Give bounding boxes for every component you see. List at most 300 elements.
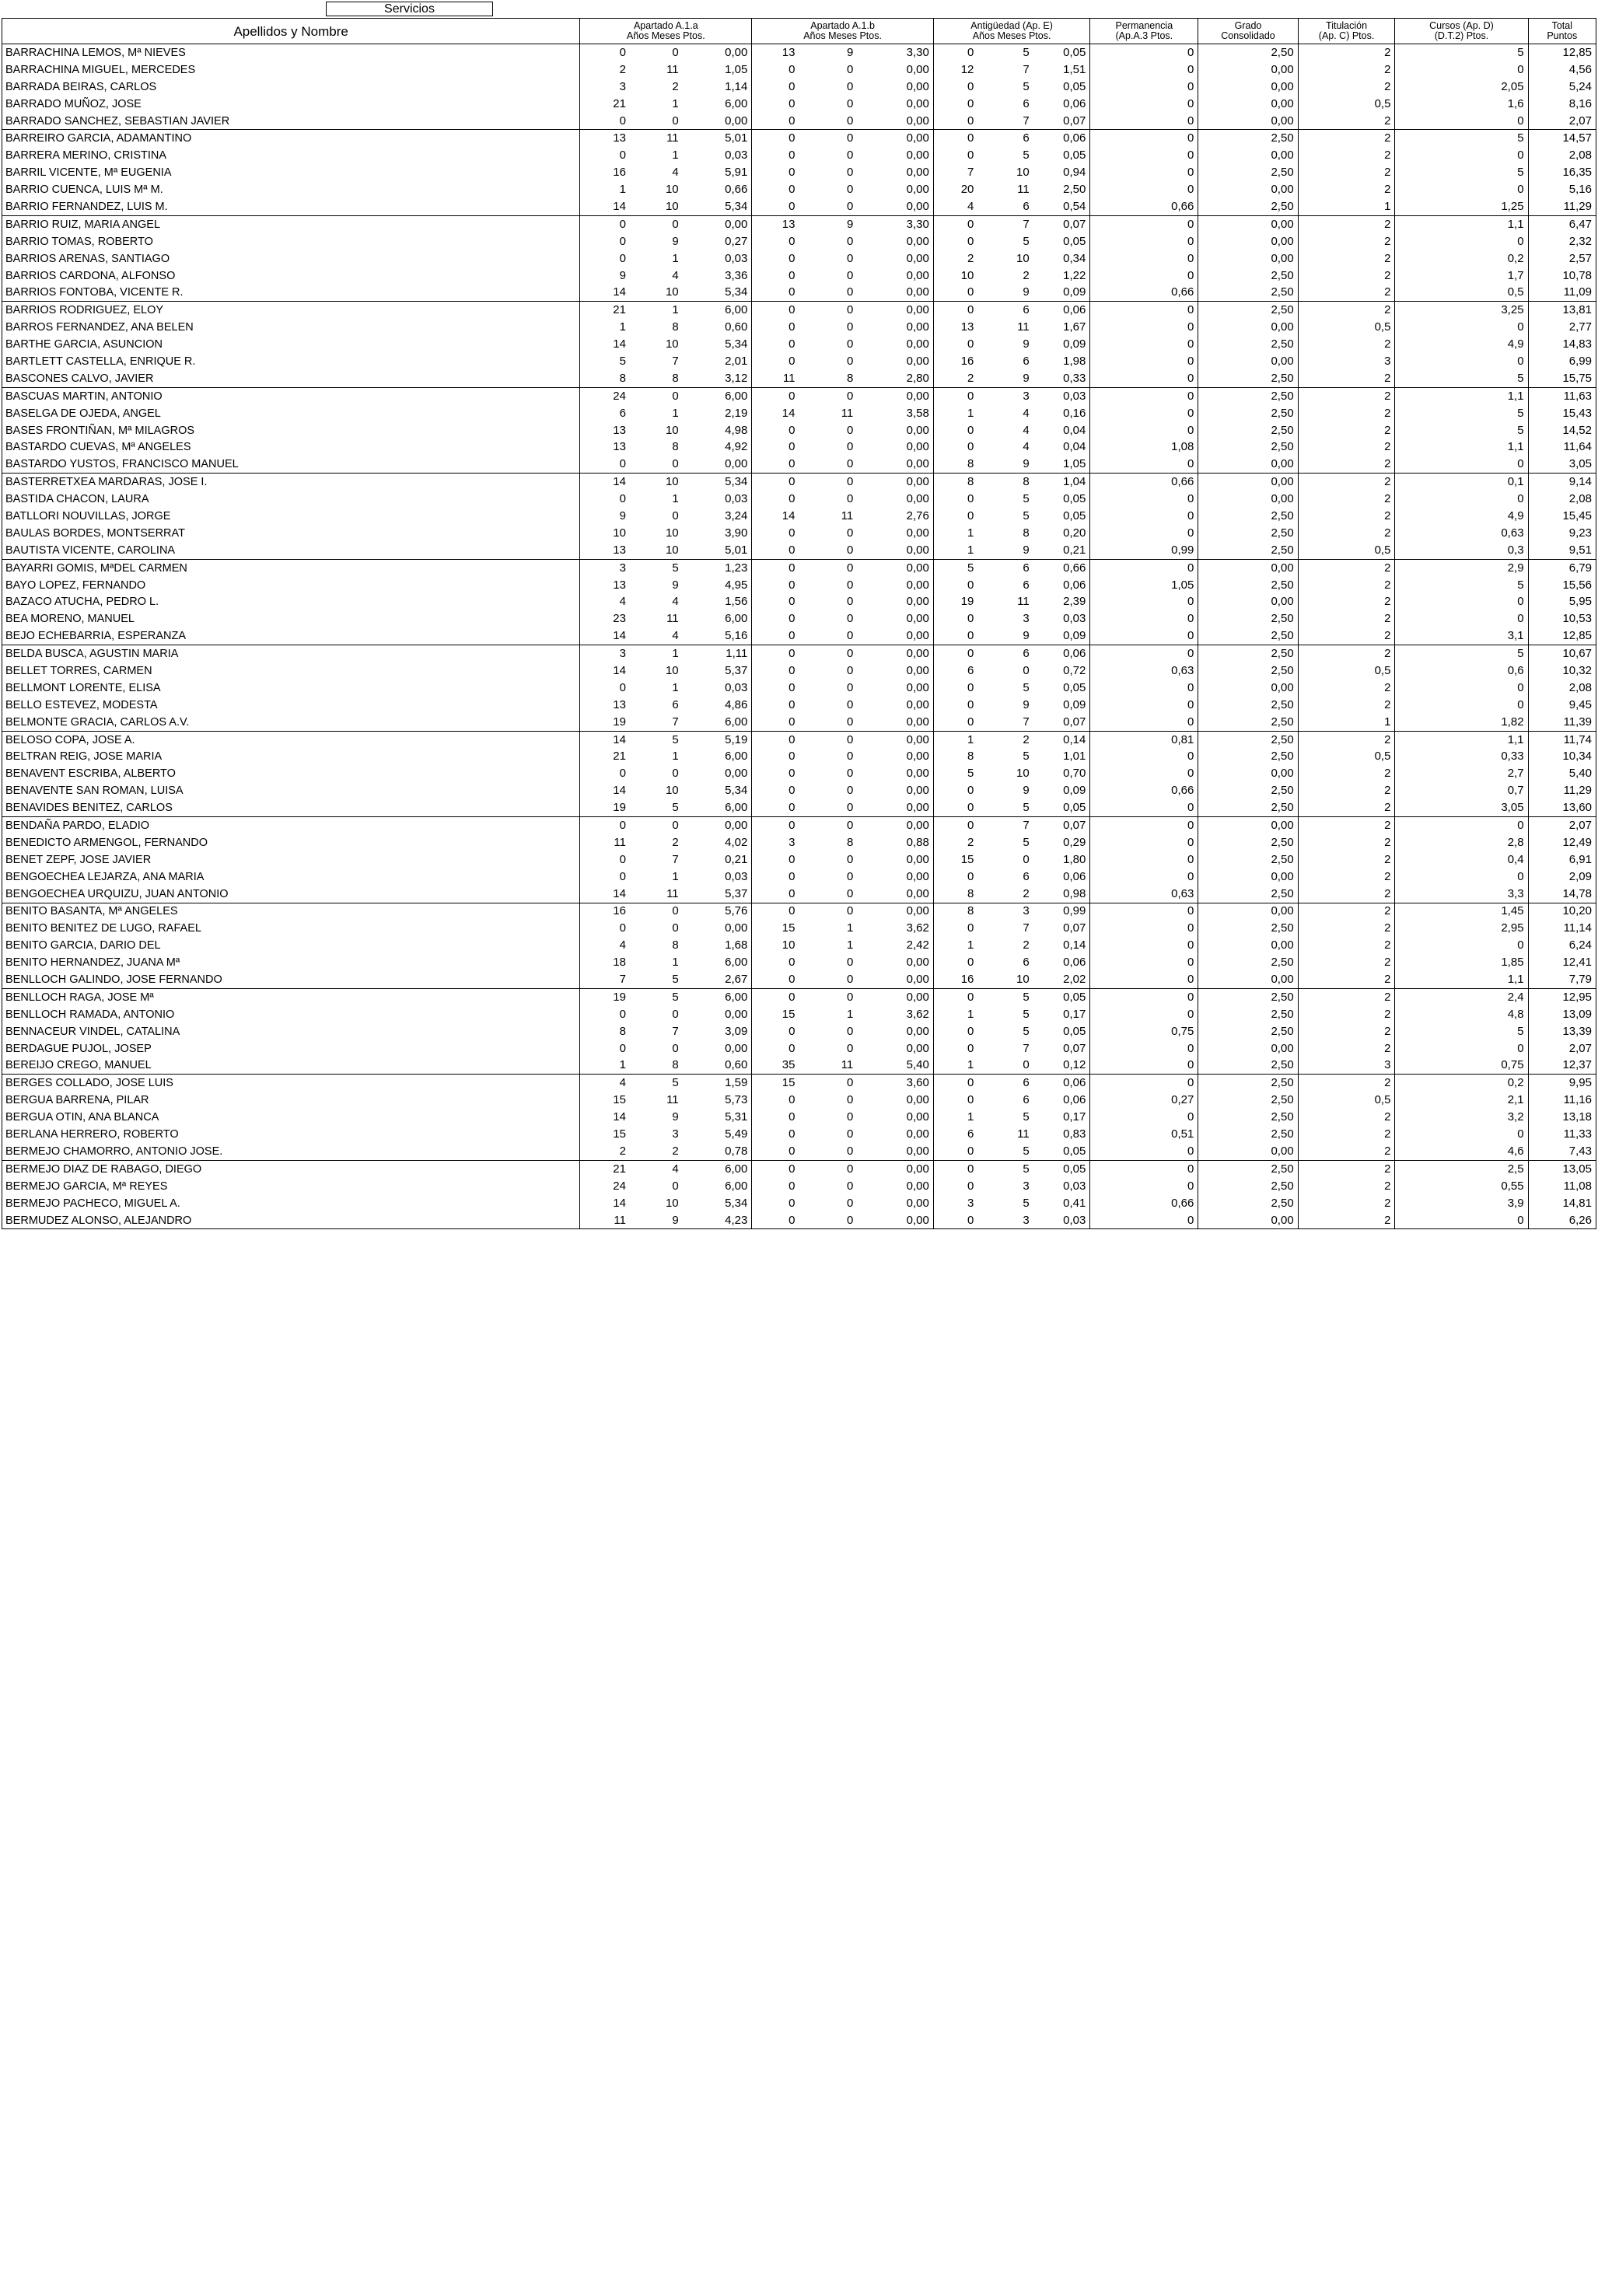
table-row — [2, 817, 1596, 834]
cell-ant-months: 0 — [1023, 852, 1030, 866]
cell-ant-years: 0 — [933, 920, 977, 937]
table-header — [2, 19, 1596, 44]
cell-total: 2,08 — [1528, 491, 1596, 508]
cell-a1b-points: 0,00 — [857, 474, 933, 491]
cell-a1a-months: 11 — [666, 62, 679, 76]
table-row — [2, 1040, 1596, 1057]
cell-titulacion: 2 — [1298, 422, 1395, 439]
cell-a1b-years: 0 — [752, 627, 799, 645]
cell-a1b-years: 0 — [752, 851, 799, 868]
cell-cursos: 0,5 — [1395, 284, 1528, 301]
cell-cursos: 0 — [1395, 937, 1528, 954]
cell-name: BENITO BASANTA, Mª ANGELES — [2, 903, 580, 920]
cell-a1a-years: 0 — [580, 44, 630, 61]
cell-grado: 2,50 — [1198, 1006, 1298, 1023]
cell-ant-points: 0,17 — [1033, 1109, 1090, 1126]
cell-a1a-months: 4 — [630, 1160, 683, 1177]
cell-ant-months: 5 — [1023, 750, 1030, 764]
cell-a1b-points: 0,00 — [857, 627, 933, 645]
cell-titulacion: 2 — [1298, 817, 1395, 834]
cell-a1b-points: 0,00 — [857, 198, 933, 215]
cell-name: BARTLETT CASTELLA, ENRIQUE R. — [2, 353, 580, 370]
cell-titulacion: 2 — [1298, 697, 1395, 714]
cell-name: BENDAÑA PARDO, ELADIO — [2, 817, 580, 834]
table-row — [2, 1178, 1596, 1195]
cell-a1b-years: 0 — [752, 1040, 799, 1057]
cell-cursos: 0 — [1395, 1212, 1528, 1229]
cell-ant-years: 12 — [933, 61, 977, 79]
cell-titulacion: 2 — [1298, 680, 1395, 697]
cell-a1b-months: 0 — [846, 440, 854, 454]
cell-name: BENAVIDES BENITEZ, CARLOS — [2, 799, 580, 816]
cell-cursos: 5 — [1395, 44, 1528, 61]
table-row — [2, 799, 1596, 816]
table-row — [2, 1195, 1596, 1212]
cell-grado: 2,50 — [1198, 988, 1298, 1005]
cell-cursos: 3,25 — [1395, 302, 1528, 319]
cell-permanencia: 0 — [1090, 353, 1198, 370]
cell-ant-months: 6 — [1023, 869, 1030, 883]
cell-grado: 0,00 — [1198, 96, 1298, 113]
cell-permanencia: 0 — [1090, 164, 1198, 181]
cell-ant-points: 0,03 — [1033, 1212, 1090, 1229]
cell-total: 10,78 — [1528, 267, 1596, 285]
table-row — [2, 627, 1596, 645]
cell-a1a-points: 0,60 — [683, 319, 752, 336]
table-row — [2, 79, 1596, 96]
cell-grado: 0,00 — [1198, 250, 1298, 267]
cell-total: 15,56 — [1528, 577, 1596, 594]
cell-a1a-points: 0,03 — [683, 147, 752, 164]
cell-a1b-years: 0 — [752, 645, 799, 662]
cell-a1b-months: 0 — [846, 337, 854, 351]
cell-a1a-points: 1,56 — [683, 594, 752, 611]
cell-a1a-points: 2,01 — [683, 353, 752, 370]
cell-permanencia: 0 — [1090, 215, 1198, 232]
cell-titulacion: 2 — [1298, 44, 1395, 61]
table-row — [2, 215, 1596, 232]
cell-titulacion: 2 — [1298, 799, 1395, 816]
cell-titulacion: 0,5 — [1298, 542, 1395, 559]
cell-name: BARREIRO GARCIA, ADAMANTINO — [2, 130, 580, 147]
cell-ant-points: 0,05 — [1033, 680, 1090, 697]
cell-total: 11,63 — [1528, 387, 1596, 404]
cell-a1b-years: 0 — [752, 714, 799, 731]
cell-ant-months: 5 — [1023, 508, 1030, 522]
cell-ant-months: 6 — [1023, 354, 1030, 368]
cell-grado: 2,50 — [1198, 267, 1298, 285]
cell-a1a-years: 13 — [580, 577, 630, 594]
cell-total: 15,43 — [1528, 405, 1596, 422]
cell-permanencia: 0 — [1090, 903, 1198, 920]
cell-titulacion: 2 — [1298, 250, 1395, 267]
cell-grado: 0,00 — [1198, 474, 1298, 491]
table-row — [2, 714, 1596, 731]
cell-a1b-points: 0,00 — [857, 1178, 933, 1195]
cell-titulacion: 2 — [1298, 1109, 1395, 1126]
cell-name: BENITO HERNANDEZ, JUANA Mª — [2, 954, 580, 971]
cell-a1a-years: 0 — [580, 680, 630, 697]
cell-name: BAZACO ATUCHA, PEDRO L. — [2, 594, 580, 611]
cell-ant-months: 0 — [1023, 1058, 1030, 1072]
cell-a1b-months: 0 — [799, 988, 857, 1005]
cell-a1b-years: 15 — [752, 1075, 799, 1092]
table-row — [2, 937, 1596, 954]
cell-name: BARRIOS RODRIGUEZ, ELOY — [2, 302, 580, 319]
cell-a1b-years: 13 — [752, 44, 799, 61]
cell-a1b-months: 0 — [846, 199, 854, 213]
table-row — [2, 782, 1596, 799]
cell-total: 12,49 — [1528, 834, 1596, 851]
cell-a1b-years: 0 — [752, 422, 799, 439]
cell-titulacion: 2 — [1298, 886, 1395, 903]
cell-a1a-years: 7 — [580, 971, 630, 988]
cell-permanencia: 0 — [1090, 1075, 1198, 1092]
cell-titulacion: 2 — [1298, 79, 1395, 96]
cell-permanencia: 0,63 — [1090, 886, 1198, 903]
cell-total: 2,08 — [1528, 680, 1596, 697]
cell-a1b-years: 0 — [752, 164, 799, 181]
cell-total: 11,09 — [1528, 284, 1596, 301]
cell-ant-months: 11 — [1017, 1127, 1030, 1141]
cell-a1b-years: 0 — [752, 302, 799, 319]
cell-a1a-months: 0 — [672, 457, 679, 471]
cell-a1b-years: 0 — [752, 886, 799, 903]
cell-cursos: 5 — [1395, 405, 1528, 422]
cell-titulacion: 0,5 — [1298, 749, 1395, 766]
cell-a1b-points: 2,80 — [857, 370, 933, 387]
cell-total: 7,43 — [1528, 1143, 1596, 1160]
cell-a1a-years: 0 — [580, 233, 630, 250]
cell-a1a-points: 6,00 — [683, 302, 752, 319]
cell-cursos: 3,9 — [1395, 1195, 1528, 1212]
cell-a1b-years: 0 — [752, 1109, 799, 1126]
table-row — [2, 130, 1596, 147]
cell-ant-years: 2 — [933, 834, 977, 851]
header-a1a — [580, 19, 752, 44]
cell-a1a-years: 14 — [580, 886, 630, 903]
cell-total: 6,91 — [1528, 851, 1596, 868]
cell-permanencia: 0 — [1090, 714, 1198, 731]
cell-a1b-points: 0,00 — [857, 250, 933, 267]
cell-name: BELLO ESTEVEZ, MODESTA — [2, 697, 580, 714]
cell-grado: 2,50 — [1198, 697, 1298, 714]
cell-ant-months: 7 — [1023, 921, 1030, 935]
cell-a1b-months: 0 — [799, 387, 857, 404]
cell-a1a-months: 8 — [672, 371, 679, 385]
cell-ant-years: 0 — [933, 96, 977, 113]
cell-ant-months: 5 — [1023, 835, 1030, 849]
cell-ant-years: 1 — [933, 542, 977, 559]
cell-total: 6,47 — [1528, 215, 1596, 232]
cell-grado: 0,00 — [1198, 559, 1298, 576]
cell-a1b-points: 0,00 — [857, 868, 933, 886]
cell-total: 5,95 — [1528, 594, 1596, 611]
cell-ant-months: 9 — [1023, 285, 1030, 299]
cell-cursos: 5 — [1395, 130, 1528, 147]
cell-a1a-years: 2 — [580, 1143, 630, 1160]
cell-a1b-years: 14 — [752, 405, 799, 422]
cell-ant-years: 0 — [933, 508, 977, 525]
cell-grado: 2,50 — [1198, 920, 1298, 937]
cell-a1b-years: 0 — [752, 988, 799, 1005]
cell-a1b-points: 0,00 — [857, 577, 933, 594]
cell-ant-years: 1 — [933, 1057, 977, 1075]
cell-total: 4,56 — [1528, 61, 1596, 79]
table-row — [2, 353, 1596, 370]
cell-a1b-years: 0 — [752, 1195, 799, 1212]
cell-a1b-points: 0,00 — [857, 422, 933, 439]
cell-ant-points: 0,41 — [1033, 1195, 1090, 1212]
cell-ant-months: 5 — [1023, 1007, 1030, 1021]
cell-ant-years: 0 — [933, 680, 977, 697]
cell-a1b-points: 0,00 — [857, 1040, 933, 1057]
cell-a1b-points: 0,00 — [857, 1143, 933, 1160]
cell-permanencia: 0 — [1090, 1178, 1198, 1195]
cell-total: 13,81 — [1528, 302, 1596, 319]
cell-grado: 2,50 — [1198, 198, 1298, 215]
header-tit-sub: (Ap. C) Ptos. — [1318, 30, 1375, 41]
cell-ant-points: 0,07 — [1033, 920, 1090, 937]
cell-ant-points: 0,06 — [1033, 1092, 1090, 1109]
cell-name: BELLET TORRES, CARMEN — [2, 662, 580, 680]
cell-a1a-months: 10 — [665, 337, 679, 351]
cell-permanencia: 0 — [1090, 868, 1198, 886]
cell-permanencia: 0 — [1090, 147, 1198, 164]
cell-a1b-points: 0,00 — [857, 714, 933, 731]
cell-permanencia: 0 — [1090, 817, 1198, 834]
cell-a1a-years: 11 — [580, 1212, 630, 1229]
cell-permanencia: 0 — [1090, 645, 1198, 662]
cell-a1b-years: 0 — [752, 749, 799, 766]
cell-ant-points: 0,07 — [1033, 113, 1090, 130]
cell-permanencia: 0 — [1090, 1212, 1198, 1229]
cell-titulacion: 1 — [1298, 198, 1395, 215]
cell-a1a-points: 0,00 — [683, 765, 752, 782]
cell-a1a-points: 2,19 — [683, 405, 752, 422]
cell-ant-points: 0,05 — [1033, 1160, 1090, 1177]
cell-titulacion: 2 — [1298, 868, 1395, 886]
cell-a1b-years: 0 — [752, 336, 799, 353]
cell-a1a-points: 5,37 — [683, 662, 752, 680]
header-ant-title: Antigüedad (Ap. E) — [970, 20, 1053, 31]
cell-name: BARRIL VICENTE, Mª EUGENIA — [2, 164, 580, 181]
cell-name: BERGES COLLADO, JOSE LUIS — [2, 1075, 580, 1092]
cell-a1b-months: 0 — [846, 1179, 854, 1193]
cell-cursos: 0,7 — [1395, 782, 1528, 799]
cell-a1a-points: 3,90 — [683, 525, 752, 542]
cell-ant-points: 0,03 — [1033, 387, 1090, 404]
cell-grado: 0,00 — [1198, 680, 1298, 697]
cell-name: BELDA BUSCA, AGUSTIN MARIA — [2, 645, 580, 662]
cell-a1a-points: 6,00 — [683, 988, 752, 1005]
cell-cursos: 0,63 — [1395, 525, 1528, 542]
cell-a1a-months: 5 — [672, 973, 679, 987]
cell-name: BELMONTE GRACIA, CARLOS A.V. — [2, 714, 580, 731]
cell-ant-years: 0 — [933, 782, 977, 799]
cell-a1a-months: 5 — [630, 988, 683, 1005]
cell-total: 10,53 — [1528, 610, 1596, 627]
cell-titulacion: 2 — [1298, 937, 1395, 954]
cell-grado: 2,50 — [1198, 164, 1298, 181]
cell-total: 11,14 — [1528, 920, 1596, 937]
cell-name: BENEDICTO ARMENGOL, FERNANDO — [2, 834, 580, 851]
cell-permanencia: 0 — [1090, 920, 1198, 937]
cell-a1b-points: 0,00 — [857, 903, 933, 920]
cell-ant-years: 6 — [933, 1126, 977, 1143]
table-row — [2, 96, 1596, 113]
cell-titulacion: 2 — [1298, 559, 1395, 576]
cell-a1a-years: 0 — [580, 1006, 630, 1023]
cell-titulacion: 2 — [1298, 765, 1395, 782]
header-permanencia — [1090, 19, 1198, 44]
cell-grado: 0,00 — [1198, 971, 1298, 988]
cell-ant-months: 6 — [1023, 578, 1030, 592]
table-row — [2, 1160, 1596, 1177]
cell-total: 11,29 — [1528, 782, 1596, 799]
cell-ant-points: 0,05 — [1033, 508, 1090, 525]
cell-titulacion: 0,5 — [1298, 319, 1395, 336]
cell-titulacion: 2 — [1298, 1075, 1395, 1092]
cell-titulacion: 2 — [1298, 147, 1395, 164]
cell-a1a-points: 4,02 — [683, 834, 752, 851]
cell-a1a-months: 11 — [666, 886, 679, 900]
cell-a1a-points: 0,60 — [683, 1057, 752, 1075]
cell-a1a-months: 10 — [665, 183, 679, 197]
cell-a1a-months: 1 — [672, 96, 679, 110]
cell-a1a-years: 14 — [580, 1109, 630, 1126]
cell-a1b-years: 0 — [752, 96, 799, 113]
table-row — [2, 250, 1596, 267]
cell-ant-months: 3 — [1023, 612, 1030, 626]
cell-ant-years: 8 — [933, 474, 977, 491]
cell-ant-years: 10 — [933, 267, 977, 285]
servicios-group-title: Servicios — [326, 2, 493, 16]
cell-a1a-points: 1,14 — [683, 79, 752, 96]
cell-permanencia: 0 — [1090, 627, 1198, 645]
cell-total: 10,34 — [1528, 749, 1596, 766]
cell-permanencia: 0 — [1090, 697, 1198, 714]
cell-grado: 2,50 — [1198, 886, 1298, 903]
cell-a1b-months: 0 — [799, 731, 857, 748]
cell-a1b-months: 0 — [799, 1160, 857, 1177]
cell-a1b-years: 0 — [752, 319, 799, 336]
cell-a1b-years: 10 — [752, 937, 799, 954]
table-row — [2, 765, 1596, 782]
cell-titulacion: 2 — [1298, 405, 1395, 422]
cell-a1a-points: 5,34 — [683, 336, 752, 353]
cell-total: 9,95 — [1528, 1075, 1596, 1092]
cell-a1b-points: 2,42 — [857, 937, 933, 954]
table-row — [2, 113, 1596, 130]
cell-a1a-months: 9 — [672, 234, 679, 248]
cell-permanencia: 0 — [1090, 594, 1198, 611]
cell-a1a-points: 6,00 — [683, 387, 752, 404]
cell-a1b-months: 0 — [846, 697, 854, 711]
cell-ant-months: 9 — [1023, 371, 1030, 385]
cell-a1a-points: 5,34 — [683, 1195, 752, 1212]
cell-ant-points: 1,04 — [1033, 474, 1090, 491]
cell-ant-years: 0 — [933, 1040, 977, 1057]
cell-a1b-months: 0 — [846, 1093, 854, 1107]
cell-a1a-months: 11 — [630, 130, 683, 147]
cell-total: 10,20 — [1528, 903, 1596, 920]
cell-a1b-months: 0 — [846, 801, 854, 815]
cell-a1a-points: 5,31 — [683, 1109, 752, 1126]
cell-ant-years: 0 — [933, 79, 977, 96]
cell-grado: 0,00 — [1198, 868, 1298, 886]
cell-name: BERMEJO CHAMORRO, ANTONIO JOSE. — [2, 1143, 580, 1160]
cell-a1a-months: 7 — [672, 354, 679, 368]
cell-a1a-points: 5,34 — [683, 474, 752, 491]
cell-a1a-years: 14 — [580, 336, 630, 353]
cell-a1a-months: 1 — [672, 149, 679, 163]
cell-ant-points: 0,05 — [1033, 988, 1090, 1005]
cell-a1a-months: 0 — [630, 44, 683, 61]
cell-ant-points: 0,04 — [1033, 422, 1090, 439]
cell-permanencia: 0 — [1090, 405, 1198, 422]
cell-a1a-years: 9 — [580, 508, 630, 525]
cell-ant-points: 0,07 — [1033, 714, 1090, 731]
cell-titulacion: 2 — [1298, 920, 1395, 937]
cell-a1a-points: 4,98 — [683, 422, 752, 439]
cell-a1a-years: 0 — [580, 1040, 630, 1057]
cell-grado: 2,50 — [1198, 439, 1298, 456]
cell-titulacion: 2 — [1298, 1143, 1395, 1160]
cell-a1b-points: 0,00 — [857, 1109, 933, 1126]
cell-a1a-points: 3,12 — [683, 370, 752, 387]
cell-name: BENLLOCH RAGA, JOSE Mª — [2, 988, 580, 1005]
cell-total: 7,79 — [1528, 971, 1596, 988]
cell-titulacion: 2 — [1298, 1023, 1395, 1040]
cell-total: 2,77 — [1528, 319, 1596, 336]
cell-a1a-years: 11 — [580, 834, 630, 851]
cell-ant-months: 6 — [1023, 199, 1030, 213]
cell-a1a-months: 10 — [665, 199, 679, 213]
table-body — [2, 44, 1596, 1229]
cell-ant-points: 0,72 — [1033, 662, 1090, 680]
cell-ant-months: 5 — [1023, 79, 1030, 93]
cell-a1a-points: 6,00 — [683, 954, 752, 971]
cell-a1a-months: 0 — [672, 767, 679, 781]
cell-total: 13,05 — [1528, 1160, 1596, 1177]
cell-total: 12,95 — [1528, 988, 1596, 1005]
cell-titulacion: 0,5 — [1298, 662, 1395, 680]
cell-a1a-points: 1,68 — [683, 937, 752, 954]
cell-a1b-months: 0 — [846, 183, 854, 197]
cell-grado: 2,50 — [1198, 627, 1298, 645]
cell-name: BARRIO CUENCA, LUIS Mª M. — [2, 181, 580, 198]
cell-total: 11,39 — [1528, 714, 1596, 731]
cell-a1b-points: 0,00 — [857, 147, 933, 164]
cell-a1b-months: 0 — [846, 114, 854, 128]
cell-a1b-years: 0 — [752, 971, 799, 988]
cell-cursos: 2,05 — [1395, 79, 1528, 96]
cell-name: BERMUDEZ ALONSO, ALEJANDRO — [2, 1212, 580, 1229]
cell-a1a-months: 7 — [672, 852, 679, 866]
cell-a1a-years: 8 — [580, 1023, 630, 1040]
cell-a1a-years: 0 — [580, 817, 630, 834]
cell-a1a-years: 14 — [580, 782, 630, 799]
cell-permanencia: 0 — [1090, 336, 1198, 353]
cell-a1a-months: 10 — [665, 784, 679, 798]
cell-name: BEREIJO CREGO, MANUEL — [2, 1057, 580, 1075]
cell-ant-points: 0,03 — [1033, 1178, 1090, 1195]
cell-titulacion: 2 — [1298, 491, 1395, 508]
table-row — [2, 370, 1596, 387]
cell-grado: 2,50 — [1198, 302, 1298, 319]
cell-a1a-months: 0 — [630, 215, 683, 232]
